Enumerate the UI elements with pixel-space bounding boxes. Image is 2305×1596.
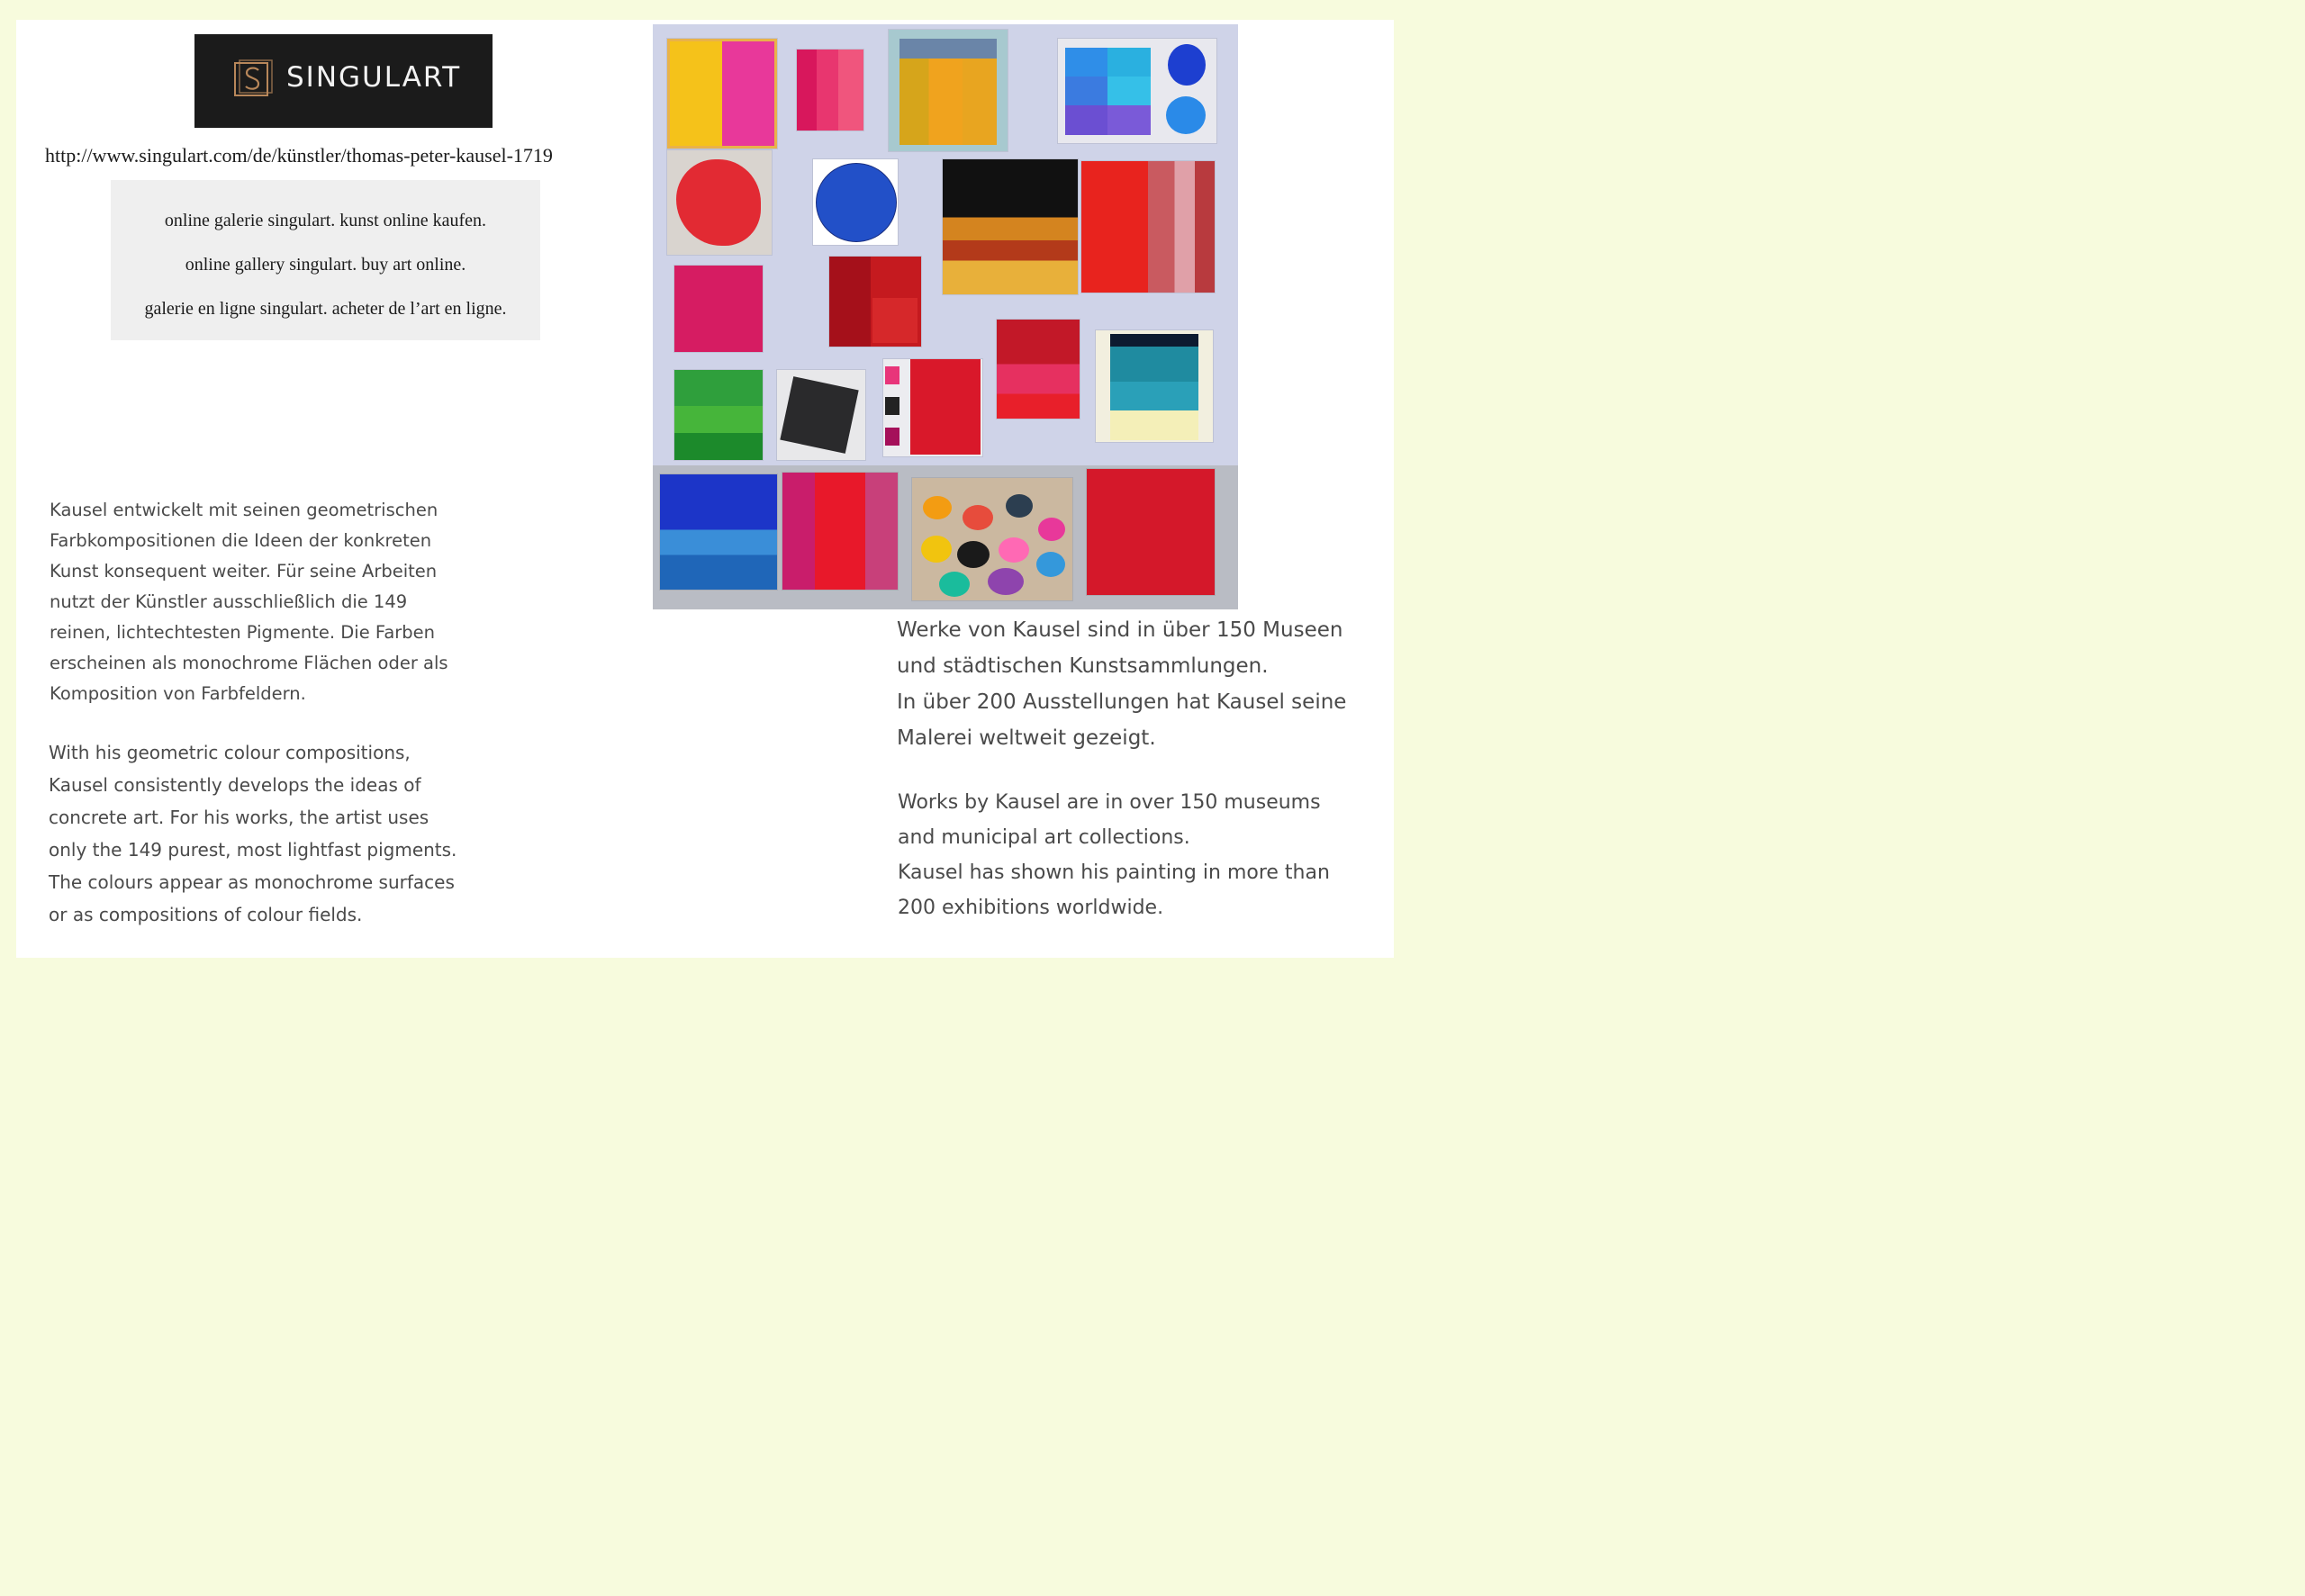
text-line: Kausel consistently develops the ideas of <box>49 774 421 796</box>
artwork-bowls-table[interactable] <box>912 478 1072 600</box>
artist-url-link[interactable]: http://www.singulart.com/de/künstler/thomas-peter-kausel-1719 <box>45 144 553 167</box>
page-canvas <box>16 20 1394 958</box>
text-line: Komposition von Farbfeldern. <box>50 683 306 704</box>
singulart-logo[interactable] <box>194 34 493 128</box>
text-line: und städtischen Kunstsammlungen. <box>897 654 1269 678</box>
text-line: Kausel has shown his painting in more than <box>898 861 1330 884</box>
text-line: The colours appear as monochrome surfaces <box>49 871 455 893</box>
tagline-de: online galerie singulart. kunst online kaufen. <box>164 211 487 230</box>
info-de <box>897 612 1365 756</box>
artwork-blue-yellow-waves[interactable] <box>1096 330 1213 442</box>
text-line: Werke von Kausel sind in über 150 Museen <box>897 618 1343 642</box>
tagline-en: online gallery singulart. buy art online. <box>185 255 466 275</box>
artwork-red-texture[interactable] <box>1087 469 1215 595</box>
artwork-black-cube[interactable] <box>777 370 865 460</box>
text-line: reinen, lichtechtesten Pigmente. Die Farben <box>50 622 436 643</box>
text-line: or as compositions of colour fields. <box>49 904 363 925</box>
artwork-black-11[interactable] <box>943 159 1078 294</box>
text-line: Farbkompositionen die Ideen der konkreten <box>50 530 432 551</box>
artwork-y65[interactable] <box>889 30 1008 151</box>
artwork-red-marble[interactable] <box>1081 161 1215 293</box>
artwork-red-squares[interactable] <box>997 320 1080 419</box>
artwork-pink-texture[interactable] <box>674 266 763 352</box>
artwork-red-pink-stripes[interactable] <box>782 473 898 590</box>
text-line: Works by Kausel are in over 150 museums <box>898 791 1321 814</box>
text-line: Kausel entwickelt mit seinen geometrischen <box>50 500 438 520</box>
artwork-red-panel[interactable] <box>883 359 982 456</box>
artwork-blue-circle[interactable] <box>813 159 898 245</box>
text-line: In über 200 Ausstellungen hat Kausel seine <box>897 690 1347 714</box>
tagline-box <box>111 180 540 340</box>
artwork-green-grid[interactable] <box>674 370 763 460</box>
artwork-blue-grid[interactable] <box>1058 39 1216 143</box>
artwork-red-bowl[interactable] <box>667 150 772 255</box>
text-line: concrete art. For his works, the artist uses <box>49 807 429 828</box>
artwork-blue-12[interactable] <box>660 474 777 590</box>
text-line: Malerei weltweit gezeigt. <box>897 726 1156 750</box>
text-line: 200 exhibitions worldwide. <box>898 897 1164 919</box>
info-en <box>898 785 1366 925</box>
singulart-s-logo-icon <box>232 59 274 100</box>
logo-text: SINGULART <box>286 61 462 94</box>
tagline-fr: galerie en ligne singulart. acheter de l’art en ligne. <box>144 299 507 319</box>
artwork-violet-19[interactable] <box>797 50 863 131</box>
text-line: erscheinen als monochrome Flächen oder als <box>50 653 448 673</box>
artwork-yellow-pink[interactable] <box>667 39 777 149</box>
text-line: Kunst konsequent weiter. Für seine Arbeiten <box>50 561 438 582</box>
text-line: only the 149 purest, most lightfast pigments. <box>49 839 457 861</box>
artwork-orange-72[interactable] <box>829 257 921 347</box>
artwork-collage <box>653 24 1238 609</box>
text-line: nutzt der Künstler ausschließlich die 149 <box>50 591 408 612</box>
description-de <box>50 495 473 709</box>
text-line: and municipal art collections. <box>898 826 1190 849</box>
description-en <box>49 736 481 931</box>
text-line: With his geometric colour compositions, <box>49 742 411 763</box>
